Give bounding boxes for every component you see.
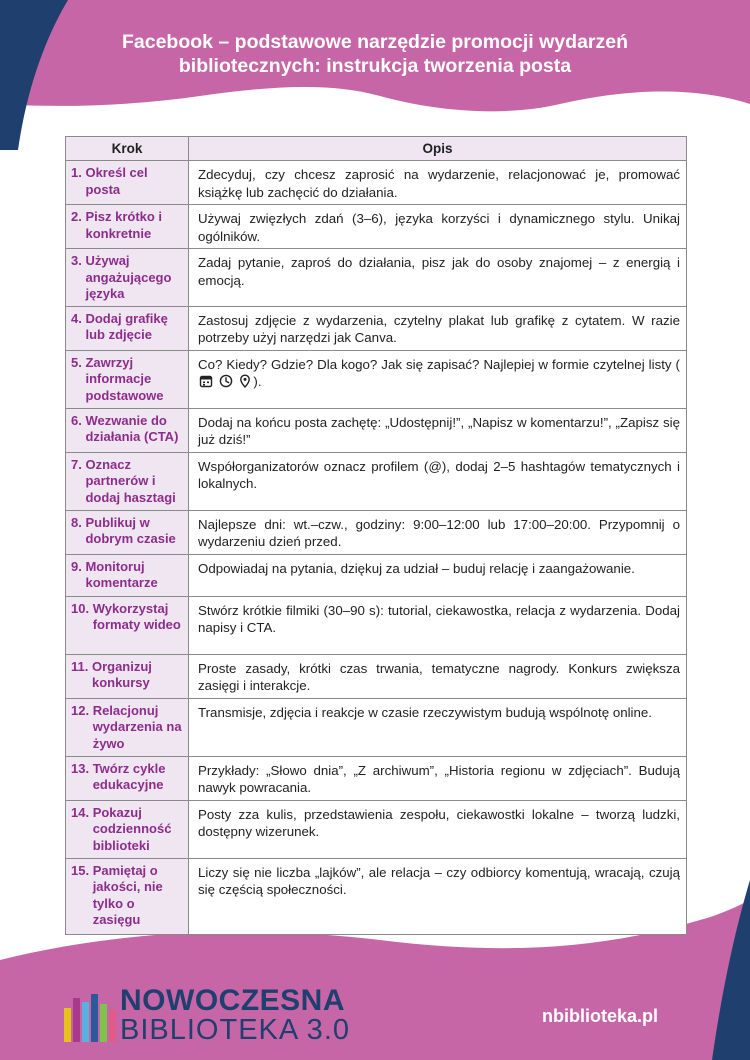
step-label: Pamiętaj o jakości, nie tylko o zasięgu — [92, 862, 163, 927]
step-cell — [66, 510, 189, 554]
step-label: Twórz cykle edukacyjne — [92, 760, 166, 792]
description-cell: Dodaj na końcu posta zachętę: „Udostępnij!”, „Napisz w komentarzu!”, „Zapisz się już dziś!” — [189, 408, 687, 452]
step-number: 6. — [71, 412, 86, 428]
description-cell: Zdecyduj, czy chcesz zaprosić na wydarzenie, relacjonować je, promować książkę lub zachęcić do działania. — [189, 161, 687, 205]
step-number: 13. — [71, 760, 93, 776]
step-label: Pisz krótko i konkretnie — [85, 209, 163, 241]
step-label: Używaj angażującego języka — [85, 253, 172, 301]
description-text: Co? Kiedy? Gdzie? Dla kogo? Jak się zapisać? Najlepiej w formie czytelnej listy ( — [198, 356, 680, 372]
table-row — [66, 554, 687, 596]
description-cell: Najlepsze dni: wt.–czw., godziny: 9:00–12:00 lub 17:00–20:00. Przypomnij o wydarzeniu dzień przed. — [189, 510, 687, 554]
page-title — [70, 30, 680, 78]
step-number: 14. — [71, 804, 93, 820]
title-line-1: Facebook – podstawowe narzędzie promocji wydarzeń — [121, 31, 629, 53]
step-number: 12. — [71, 702, 93, 718]
step-label: Oznacz partnerów i dodaj hasztagi — [85, 456, 176, 505]
table-row — [66, 161, 687, 205]
calendar-icon — [199, 374, 213, 388]
table-row — [66, 249, 687, 307]
table-row — [66, 408, 687, 452]
description-cell: Transmisje, zdjęcia i reakcje w czasie rzeczywistym budują wspólnotę online. — [189, 698, 687, 756]
step-cell — [66, 350, 189, 408]
header-description: Opis — [189, 137, 687, 161]
step-label: Organizuj konkursy — [91, 658, 152, 690]
step-cell — [66, 800, 189, 858]
description-cell: Stwórz krótkie filmiki (30–90 s): tutorial, ciekawostka, relacja z wydarzenia. Dodaj napisy i CTA. — [189, 596, 687, 654]
logo-text-bottom: BIBLIOTEKA 3.0 — [120, 1014, 350, 1046]
step-number: 10. — [71, 600, 93, 616]
table-row — [66, 698, 687, 756]
table-row — [66, 306, 687, 350]
description-cell — [189, 350, 687, 408]
logo-text-top: NOWOCZESNA — [120, 984, 345, 1017]
step-number: 5. — [71, 354, 86, 370]
step-label: Wykorzystaj formaty wideo — [92, 600, 181, 632]
step-cell — [66, 756, 189, 800]
description-text-end: ). — [253, 374, 262, 389]
step-cell — [66, 408, 189, 452]
steps-table — [65, 136, 687, 935]
step-cell — [66, 698, 189, 756]
step-label: Monitoruj komentarze — [85, 558, 158, 590]
description-cell: Liczy się nie liczba „lajków”, ale relacja – czy odbiorcy komentują, wracają, czują się częścią społeczności. — [189, 858, 687, 934]
step-number: 4. — [71, 310, 86, 326]
header-step: Krok — [66, 137, 189, 161]
step-cell — [66, 306, 189, 350]
table-row — [66, 858, 687, 934]
step-label: Publikuj w dobrym czasie — [85, 514, 176, 546]
step-label: Określ cel posta — [85, 165, 148, 197]
description-cell: Współorganizatorów oznacz profilem (@), dodaj 2–5 hashtagów tematycznych i lokalnych. — [189, 452, 687, 510]
website-link[interactable]: nbiblioteka.pl — [542, 1006, 659, 1026]
step-number: 3. — [71, 253, 86, 268]
step-cell — [66, 554, 189, 596]
step-cell — [66, 161, 189, 205]
books-logo-icon — [62, 990, 118, 1042]
description-cell: Odpowiadaj na pytania, dziękuj za udział – buduj relację i zaangażowanie. — [189, 554, 687, 596]
step-cell — [66, 596, 189, 654]
description-cell: Zadaj pytanie, zaproś do działania, pisz jak do osoby znajomej – z energią i emocją. — [189, 249, 687, 307]
table-row — [66, 596, 687, 654]
step-cell — [66, 452, 189, 510]
description-cell: Używaj zwięzłych zdań (3–6), języka korzyści i dynamicznego stylu. Unikaj ogólników. — [189, 205, 687, 249]
step-label: Dodaj grafikę lub zdjęcie — [85, 310, 168, 342]
step-cell — [66, 858, 189, 934]
step-cell — [66, 205, 189, 249]
table-row — [66, 756, 687, 800]
step-number: 7. — [71, 456, 86, 472]
table-row — [66, 205, 687, 249]
description-cell: Zastosuj zdjęcie z wydarzenia, czytelny plakat lub grafikę z cytatem. W razie potrzeby użyj narzędzi jak Canva. — [189, 306, 687, 350]
title-line-2: bibliotecznych: instrukcja tworzenia posta — [178, 55, 572, 77]
description-cell: Posty zza kulis, przedstawienia zespołu, ciekawostki lokalne – tworzą ludzki, dostępny wizerunek. — [189, 800, 687, 858]
step-number: 1. — [71, 165, 86, 180]
table-row — [66, 452, 687, 510]
step-number: 8. — [71, 514, 86, 530]
step-cell — [66, 249, 189, 307]
description-cell: Przykłady: „Słowo dnia”, „Z archiwum”, „Historia regionu w zdjęciach”. Budują nawyk powracania. — [189, 756, 687, 800]
clock-icon — [219, 374, 233, 388]
table-row — [66, 350, 687, 408]
step-number: 15. — [71, 862, 93, 878]
step-number: 11. — [71, 658, 92, 674]
location-pin-icon — [238, 374, 252, 388]
step-label: Wezwanie do działania (CTA) — [85, 412, 179, 444]
step-label: Relacjonuj wydarzenia na żywo — [92, 702, 182, 751]
table-row — [66, 510, 687, 554]
step-number: 9. — [71, 558, 86, 574]
step-label: Pokazuj codzienność biblioteki — [92, 804, 172, 853]
table-row — [66, 654, 687, 698]
steps-table-container — [65, 136, 686, 935]
step-label: Zawrzyj informacje podstawowe — [85, 354, 164, 403]
table-row — [66, 800, 687, 858]
table-header-row — [66, 137, 687, 161]
step-cell — [66, 654, 189, 698]
step-number: 2. — [71, 209, 86, 224]
description-cell: Proste zasady, krótki czas trwania, tematyczne nagrody. Konkurs zwiększa zasięgi i interakcje. — [189, 654, 687, 698]
